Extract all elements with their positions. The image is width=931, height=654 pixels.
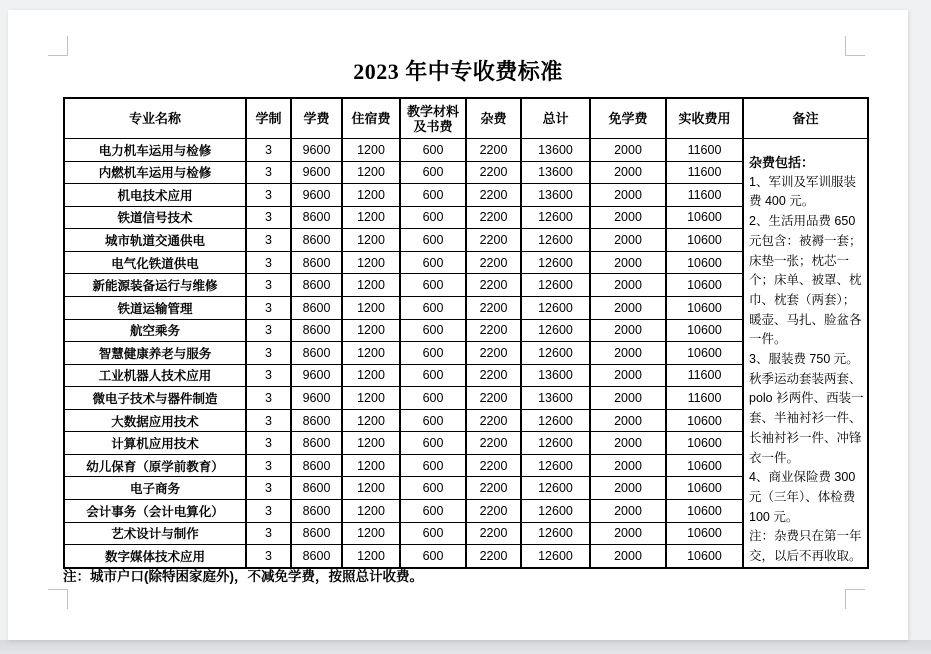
- major-name-cell: 电子商务: [64, 477, 246, 500]
- value-cell: 600: [400, 454, 466, 477]
- document-title: 2023 年中专收费标准: [353, 59, 563, 84]
- major-name-cell: 电气化铁道供电: [64, 251, 246, 274]
- major-name-cell: 铁道信号技术: [64, 206, 246, 229]
- value-cell: 9600: [291, 387, 342, 410]
- value-cell: 1200: [342, 364, 400, 387]
- value-cell: 600: [400, 229, 466, 252]
- major-name-cell: 大数据应用技术: [64, 409, 246, 432]
- value-cell: 10600: [666, 477, 743, 500]
- value-cell: 3: [246, 500, 291, 523]
- value-cell: 3: [246, 161, 291, 184]
- column-header: 住宿费: [342, 98, 400, 139]
- value-cell: 1200: [342, 477, 400, 500]
- value-cell: 600: [400, 432, 466, 455]
- major-name-cell: 计算机应用技术: [64, 432, 246, 455]
- value-cell: 600: [400, 206, 466, 229]
- major-name-cell: 电力机车运用与检修: [64, 139, 246, 162]
- column-header: 实收费用: [666, 98, 743, 139]
- value-cell: 3: [246, 454, 291, 477]
- value-cell: 13600: [521, 184, 590, 207]
- value-cell: 12600: [521, 342, 590, 365]
- value-cell: 8600: [291, 251, 342, 274]
- value-cell: 12600: [521, 545, 590, 568]
- value-cell: 2200: [466, 206, 521, 229]
- value-cell: 2200: [466, 545, 521, 568]
- value-cell: 10600: [666, 500, 743, 523]
- value-cell: 12600: [521, 206, 590, 229]
- value-cell: 12600: [521, 251, 590, 274]
- value-cell: 2000: [590, 432, 666, 455]
- column-header: 学费: [291, 98, 342, 139]
- value-cell: 3: [246, 364, 291, 387]
- value-cell: 2000: [590, 161, 666, 184]
- value-cell: 11600: [666, 184, 743, 207]
- value-cell: 3: [246, 387, 291, 410]
- value-cell: 1200: [342, 545, 400, 568]
- value-cell: 10600: [666, 251, 743, 274]
- value-cell: 12600: [521, 229, 590, 252]
- value-cell: 9600: [291, 364, 342, 387]
- value-cell: 13600: [521, 364, 590, 387]
- value-cell: 2200: [466, 274, 521, 297]
- value-cell: 1200: [342, 184, 400, 207]
- value-cell: 600: [400, 274, 466, 297]
- value-cell: 600: [400, 387, 466, 410]
- major-name-cell: 微电子技术与器件制造: [64, 387, 246, 410]
- value-cell: 10600: [666, 319, 743, 342]
- value-cell: 2200: [466, 251, 521, 274]
- value-cell: 2200: [466, 342, 521, 365]
- value-cell: 10600: [666, 409, 743, 432]
- value-cell: 1200: [342, 139, 400, 162]
- value-cell: 2200: [466, 522, 521, 545]
- value-cell: 2000: [590, 522, 666, 545]
- value-cell: 1200: [342, 522, 400, 545]
- value-cell: 1200: [342, 319, 400, 342]
- value-cell: 9600: [291, 139, 342, 162]
- value-cell: 600: [400, 161, 466, 184]
- value-cell: 2200: [466, 454, 521, 477]
- value-cell: 1200: [342, 274, 400, 297]
- value-cell: 3: [246, 545, 291, 568]
- workspace-bottom-band: [0, 640, 931, 654]
- value-cell: 2000: [590, 184, 666, 207]
- value-cell: 11600: [666, 161, 743, 184]
- value-cell: 2200: [466, 319, 521, 342]
- value-cell: 8600: [291, 342, 342, 365]
- value-cell: 2000: [590, 251, 666, 274]
- value-cell: 1200: [342, 387, 400, 410]
- value-cell: 10600: [666, 229, 743, 252]
- footnote: 注：城市户口(除特困家庭外)，不减免学费，按照总计收费。: [63, 569, 423, 584]
- column-header: 学制: [246, 98, 291, 139]
- value-cell: 8600: [291, 522, 342, 545]
- text-boundary-mark-top-left: [48, 36, 68, 56]
- value-cell: 3: [246, 319, 291, 342]
- value-cell: 2200: [466, 364, 521, 387]
- value-cell: 11600: [666, 364, 743, 387]
- major-name-cell: 城市轨道交通供电: [64, 229, 246, 252]
- value-cell: 600: [400, 522, 466, 545]
- document-page[interactable]: [8, 10, 908, 640]
- major-name-cell: 机电技术应用: [64, 184, 246, 207]
- major-name-cell: 智慧健康养老与服务: [64, 342, 246, 365]
- remarks-item: 1、军训及军训服装费 400 元。: [749, 174, 856, 209]
- column-header: 备注: [743, 98, 868, 139]
- value-cell: 9600: [291, 161, 342, 184]
- value-cell: 10600: [666, 206, 743, 229]
- value-cell: 600: [400, 364, 466, 387]
- value-cell: 2000: [590, 342, 666, 365]
- major-name-cell: 新能源装备运行与维修: [64, 274, 246, 297]
- value-cell: 600: [400, 319, 466, 342]
- value-cell: 600: [400, 500, 466, 523]
- value-cell: 1200: [342, 161, 400, 184]
- value-cell: 2200: [466, 296, 521, 319]
- value-cell: 12600: [521, 409, 590, 432]
- value-cell: 600: [400, 545, 466, 568]
- value-cell: 1200: [342, 432, 400, 455]
- major-name-cell: 铁道运输管理: [64, 296, 246, 319]
- fee-table: [63, 97, 869, 569]
- value-cell: 3: [246, 409, 291, 432]
- value-cell: 2000: [590, 274, 666, 297]
- value-cell: 12600: [521, 500, 590, 523]
- value-cell: 2200: [466, 387, 521, 410]
- value-cell: 11600: [666, 139, 743, 162]
- value-cell: 3: [246, 229, 291, 252]
- column-header: 专业名称: [64, 98, 246, 139]
- value-cell: 1200: [342, 296, 400, 319]
- column-header: 免学费: [590, 98, 666, 139]
- value-cell: 2000: [590, 206, 666, 229]
- value-cell: 2200: [466, 139, 521, 162]
- value-cell: 2000: [590, 477, 666, 500]
- value-cell: 12600: [521, 296, 590, 319]
- value-cell: 8600: [291, 229, 342, 252]
- value-cell: 600: [400, 139, 466, 162]
- value-cell: 2000: [590, 500, 666, 523]
- value-cell: 3: [246, 206, 291, 229]
- column-header: 总计: [521, 98, 590, 139]
- value-cell: 1200: [342, 454, 400, 477]
- remarks-title: 杂费包括：: [749, 155, 815, 170]
- value-cell: 1200: [342, 409, 400, 432]
- value-cell: 2000: [590, 545, 666, 568]
- value-cell: 12600: [521, 432, 590, 455]
- value-cell: 1200: [342, 342, 400, 365]
- value-cell: 8600: [291, 319, 342, 342]
- table-header-row: [64, 98, 868, 139]
- value-cell: 10600: [666, 454, 743, 477]
- value-cell: 8600: [291, 296, 342, 319]
- value-cell: 2200: [466, 184, 521, 207]
- remarks-item: 2、生活用品费 650 元包含：被褥一套；床垫一张；枕芯一个；床单、被罩、枕巾、枕套（两套）；暖壶、马扎、脸盆各一件。: [749, 214, 862, 347]
- value-cell: 12600: [521, 454, 590, 477]
- value-cell: 8600: [291, 477, 342, 500]
- value-cell: 8600: [291, 454, 342, 477]
- table-row: [64, 139, 868, 162]
- value-cell: 12600: [521, 319, 590, 342]
- value-cell: 600: [400, 477, 466, 500]
- value-cell: 600: [400, 342, 466, 365]
- remarks-cell: [743, 139, 868, 568]
- value-cell: 3: [246, 139, 291, 162]
- value-cell: 1200: [342, 229, 400, 252]
- value-cell: 2000: [590, 229, 666, 252]
- value-cell: 2200: [466, 229, 521, 252]
- value-cell: 2000: [590, 296, 666, 319]
- value-cell: 9600: [291, 184, 342, 207]
- value-cell: 1200: [342, 500, 400, 523]
- major-name-cell: 会计事务（会计电算化）: [64, 500, 246, 523]
- major-name-cell: 艺术设计与制作: [64, 522, 246, 545]
- major-name-cell: 工业机器人技术应用: [64, 364, 246, 387]
- value-cell: 2000: [590, 387, 666, 410]
- column-header: 教学材料及书费: [400, 98, 466, 139]
- value-cell: 600: [400, 251, 466, 274]
- value-cell: 13600: [521, 161, 590, 184]
- value-cell: 8600: [291, 500, 342, 523]
- remarks-item: 4、商业保险费 300 元（三年）、体检费 100 元。: [749, 470, 856, 524]
- major-name-cell: 幼儿保育（原学前教育）: [64, 454, 246, 477]
- text-boundary-mark-top-right: [845, 36, 865, 56]
- value-cell: 3: [246, 274, 291, 297]
- text-boundary-mark-bottom-right: [845, 589, 865, 609]
- major-name-cell: 内燃机车运用与检修: [64, 161, 246, 184]
- value-cell: 10600: [666, 296, 743, 319]
- value-cell: 8600: [291, 206, 342, 229]
- value-cell: 10600: [666, 522, 743, 545]
- value-cell: 3: [246, 477, 291, 500]
- value-cell: 10600: [666, 342, 743, 365]
- value-cell: 2200: [466, 432, 521, 455]
- value-cell: 2000: [590, 409, 666, 432]
- column-header: 杂费: [466, 98, 521, 139]
- value-cell: 11600: [666, 387, 743, 410]
- value-cell: 13600: [521, 387, 590, 410]
- value-cell: 2200: [466, 161, 521, 184]
- value-cell: 12600: [521, 274, 590, 297]
- value-cell: 2000: [590, 139, 666, 162]
- value-cell: 2200: [466, 409, 521, 432]
- major-name-cell: 数字媒体技术应用: [64, 545, 246, 568]
- value-cell: 10600: [666, 545, 743, 568]
- value-cell: 1200: [342, 206, 400, 229]
- value-cell: 2000: [590, 364, 666, 387]
- value-cell: 1200: [342, 251, 400, 274]
- value-cell: 13600: [521, 139, 590, 162]
- value-cell: 3: [246, 342, 291, 365]
- value-cell: 2000: [590, 454, 666, 477]
- value-cell: 2200: [466, 500, 521, 523]
- value-cell: 12600: [521, 522, 590, 545]
- value-cell: 3: [246, 251, 291, 274]
- value-cell: 8600: [291, 545, 342, 568]
- value-cell: 3: [246, 432, 291, 455]
- value-cell: 2200: [466, 477, 521, 500]
- value-cell: 8600: [291, 409, 342, 432]
- value-cell: 8600: [291, 432, 342, 455]
- value-cell: 600: [400, 409, 466, 432]
- value-cell: 10600: [666, 274, 743, 297]
- value-cell: 12600: [521, 477, 590, 500]
- remarks-item: 3、服装费 750 元。秋季运动套装两套、polo 衫两件、西装一套、半袖衬衫一件、长袖衬衫一件、冲锋衣一件。: [749, 352, 864, 465]
- value-cell: 10600: [666, 432, 743, 455]
- value-cell: 600: [400, 296, 466, 319]
- value-cell: 3: [246, 522, 291, 545]
- remarks-item: 注：杂费只在第一年交，以后不再收取。: [749, 529, 862, 564]
- value-cell: 3: [246, 184, 291, 207]
- major-name-cell: 航空乘务: [64, 319, 246, 342]
- text-boundary-mark-bottom-left: [48, 589, 68, 609]
- value-cell: 2000: [590, 319, 666, 342]
- value-cell: 3: [246, 296, 291, 319]
- value-cell: 8600: [291, 274, 342, 297]
- value-cell: 600: [400, 184, 466, 207]
